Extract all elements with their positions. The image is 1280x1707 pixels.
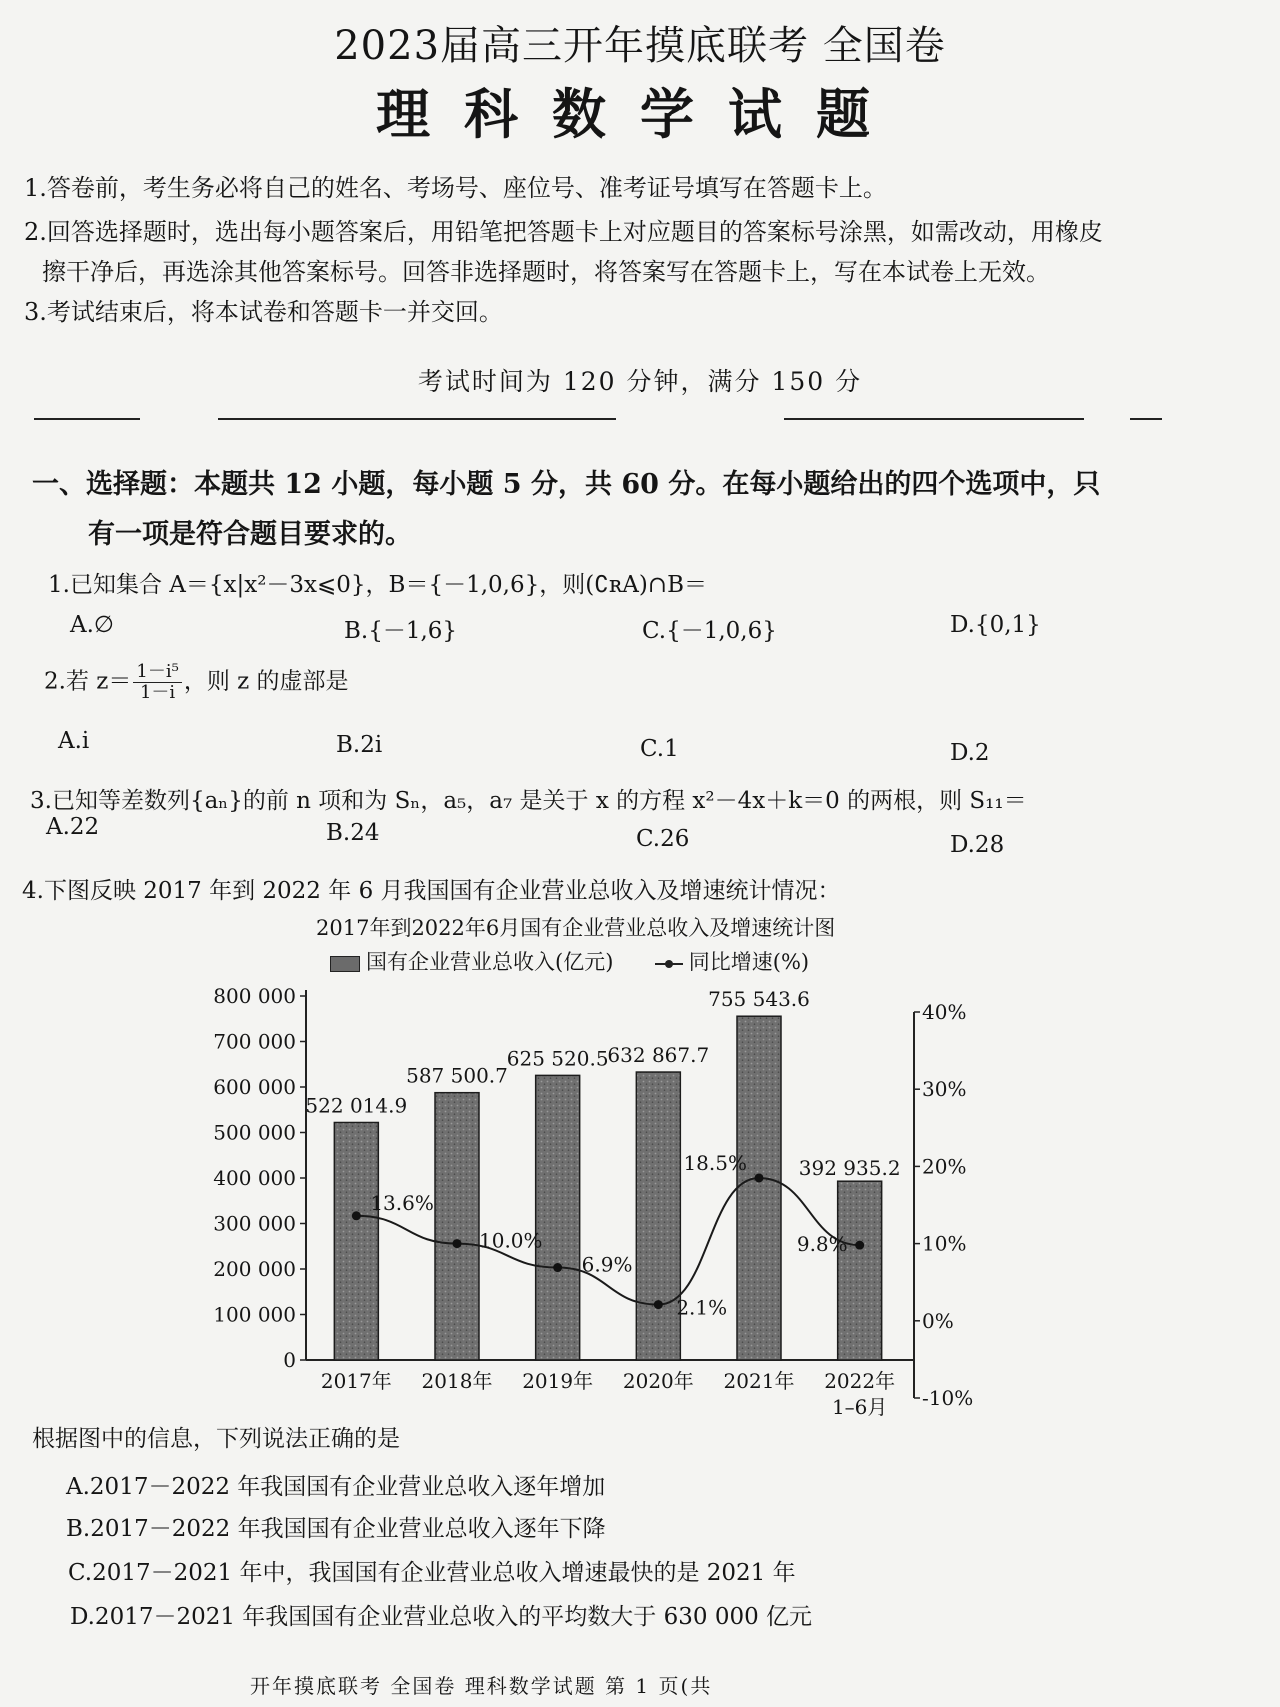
- growth-rate-label: 2.1%: [676, 1295, 728, 1320]
- exam-time-info: 考试时间为 120 分钟，满分 150 分: [417, 367, 863, 396]
- q2-stem-suffix: ，则 z 的虚部是: [183, 668, 349, 695]
- exam-title: 2023届高三开年摸底联考 全国卷: [334, 23, 946, 69]
- divider-line: [1130, 418, 1162, 420]
- right-axis-tick-label: 30%: [922, 1077, 967, 1102]
- x-category-label: 2022年: [824, 1369, 896, 1393]
- question-4-stem: 4.下图反映 2017 年到 2022 年 6 月我国国有企业营业总收入及增速统计情况：: [22, 878, 841, 904]
- bar-2019年: [536, 1075, 580, 1360]
- instruction-1: 1.答卷前，考生务必将自己的姓名、考场号、座位号、准考证号填写在答题卡上。: [24, 174, 887, 202]
- instruction-2: 2.回答选择题时，选出每小题答案后，用铅笔把答题卡上对应题目的答案标号涂黑，如需改动，用橡皮: [24, 218, 1103, 246]
- q2-fraction: [133, 662, 181, 703]
- chart-labels: [305, 987, 900, 1419]
- question-2-stem: [44, 662, 349, 703]
- x-category-label: 2017年: [320, 1369, 392, 1393]
- bar-value-label: 632 867.7: [607, 1043, 710, 1068]
- q1-option-d: D.{0,1}: [950, 612, 1041, 638]
- bar-value-label: 392 935.2: [798, 1156, 901, 1181]
- q2-option-a: A.i: [58, 728, 90, 754]
- q2-option-c: C.1: [640, 736, 679, 762]
- x-category-label: 2021年: [723, 1369, 795, 1393]
- growth-rate-label: 6.9%: [581, 1252, 633, 1277]
- left-axis-tick-label: 800 000: [213, 984, 296, 1008]
- q3-option-b: B.24: [326, 820, 380, 846]
- growth-rate-point: [755, 1173, 764, 1182]
- x-category-label: 2020年: [622, 1369, 694, 1393]
- q2-stem-prefix: 2.若 z＝: [44, 668, 132, 695]
- growth-rate-point: [654, 1300, 663, 1309]
- left-axis-tick-label: 100 000: [213, 1302, 296, 1327]
- x-category-label: 2019年: [522, 1369, 594, 1393]
- page-footer: 开年摸底联考 全国卷 理科数学试题 第 1 页(共: [250, 1674, 713, 1698]
- left-axis-tick-label: 600 000: [213, 1075, 296, 1099]
- question-3-stem: 3.已知等差数列{aₙ}的前 n 项和为 Sₙ，a₅，a₇ 是关于 x 的方程 x²－4x＋k＝0 的两根，则 S₁₁＝: [30, 788, 1027, 814]
- q4-option-c: C.2017－2021 年中，我国国有企业营业总收入增速最快的是 2021 年: [68, 1560, 796, 1586]
- left-axis-tick-label: 700 000: [213, 1029, 296, 1054]
- bar-2021年: [737, 1016, 781, 1360]
- right-axis-tick-label: 10%: [922, 1231, 967, 1256]
- instruction-2-cont: 擦干净后，再选涂其他答案标号。回答非选择题时，将答案写在答题卡上，写在本试卷上无效。: [42, 258, 1050, 286]
- bar-2022年: [838, 1181, 882, 1360]
- q2-frac-numerator: 1－i⁵: [133, 662, 181, 683]
- q4-option-b: B.2017－2022 年我国国有企业营业总收入逐年下降: [66, 1516, 606, 1542]
- growth-rate-label: 13.6%: [370, 1190, 434, 1215]
- section-heading-line1: 一、选择题：本题共 12 小题，每小题 5 分，共 60 分。在每小题给出的四个选项中，只: [32, 469, 1101, 500]
- q1-option-b: B.{－1,6}: [344, 618, 458, 644]
- question-4-prompt: 根据图中的信息，下列说法正确的是: [32, 1426, 400, 1452]
- growth-rate-label: 18.5%: [683, 1150, 747, 1175]
- growth-rate-point: [352, 1211, 361, 1220]
- left-axis-tick-label: 400 000: [213, 1166, 296, 1190]
- chart-title: 2017年到2022年6月国有企业营业总收入及增速统计图: [316, 916, 836, 940]
- q2-option-b: B.2i: [336, 732, 383, 758]
- q3-option-c: C.26: [636, 826, 690, 852]
- q2-option-d: D.2: [950, 740, 990, 766]
- divider-line: [784, 418, 1084, 420]
- growth-rate-point: [453, 1239, 462, 1248]
- q4-option-d: D.2017－2021 年我国国有企业营业总收入的平均数大于 630 000 亿元: [70, 1604, 813, 1630]
- bar-value-label: 522 014.9: [305, 1093, 408, 1118]
- growth-rate-point: [553, 1263, 562, 1272]
- right-axis-tick-label: 40%: [922, 1000, 967, 1024]
- left-axis-tick-label: 500 000: [213, 1120, 296, 1145]
- section-heading: [32, 460, 1252, 560]
- legend-line-label: 同比增速(%): [688, 950, 810, 974]
- left-axis-tick-label: 200 000: [213, 1257, 296, 1281]
- revenue-growth-chart: [0, 960, 1280, 1420]
- subject-title: 理科数学试题: [376, 82, 904, 146]
- divider-line: [218, 418, 616, 420]
- divider-line: [34, 418, 140, 420]
- q1-option-a: A.∅: [70, 612, 114, 638]
- bar-2020年: [636, 1072, 680, 1360]
- question-1-stem: 1.已知集合 A＝{x|x²－3x⩽0}，B＝{－1,0,6}，则(∁ʀA)∩B＝: [48, 572, 707, 598]
- x-category-label: 2018年: [421, 1369, 493, 1393]
- bar-2018年: [435, 1093, 479, 1360]
- growth-rate-point: [855, 1241, 864, 1250]
- q2-frac-denominator: 1－i: [139, 682, 176, 703]
- bar-2017年: [334, 1122, 378, 1360]
- right-axis-tick-label: -10%: [922, 1386, 974, 1410]
- q4-option-a: A.2017－2022 年我国国有企业营业总收入逐年增加: [66, 1474, 606, 1500]
- q1-option-c: C.{－1,0,6}: [642, 618, 777, 644]
- right-axis-tick-label: 0%: [922, 1308, 954, 1333]
- left-axis-tick-label: 300 000: [213, 1211, 296, 1236]
- bar-value-label: 587 500.7: [406, 1063, 508, 1088]
- q3-option-d: D.28: [950, 832, 1005, 858]
- bar-value-label: 625 520.5: [506, 1046, 609, 1071]
- right-axis-tick-label: 20%: [922, 1154, 967, 1179]
- growth-rate-label: 10.0%: [479, 1228, 543, 1253]
- bar-value-label: 755 543.6: [708, 987, 810, 1012]
- section-heading-line2: 有一项是符合题目要求的。: [88, 519, 412, 550]
- instruction-3: 3.考试结束后，将本试卷和答题卡一并交回。: [24, 298, 503, 326]
- legend-bar-label: 国有企业营业总收入(亿元): [366, 950, 614, 974]
- q3-option-a: A.22: [46, 814, 100, 840]
- x-category-sublabel: 1–6月: [831, 1395, 888, 1419]
- growth-rate-label: 9.8%: [796, 1232, 848, 1257]
- left-axis-tick-label: 0: [283, 1348, 296, 1372]
